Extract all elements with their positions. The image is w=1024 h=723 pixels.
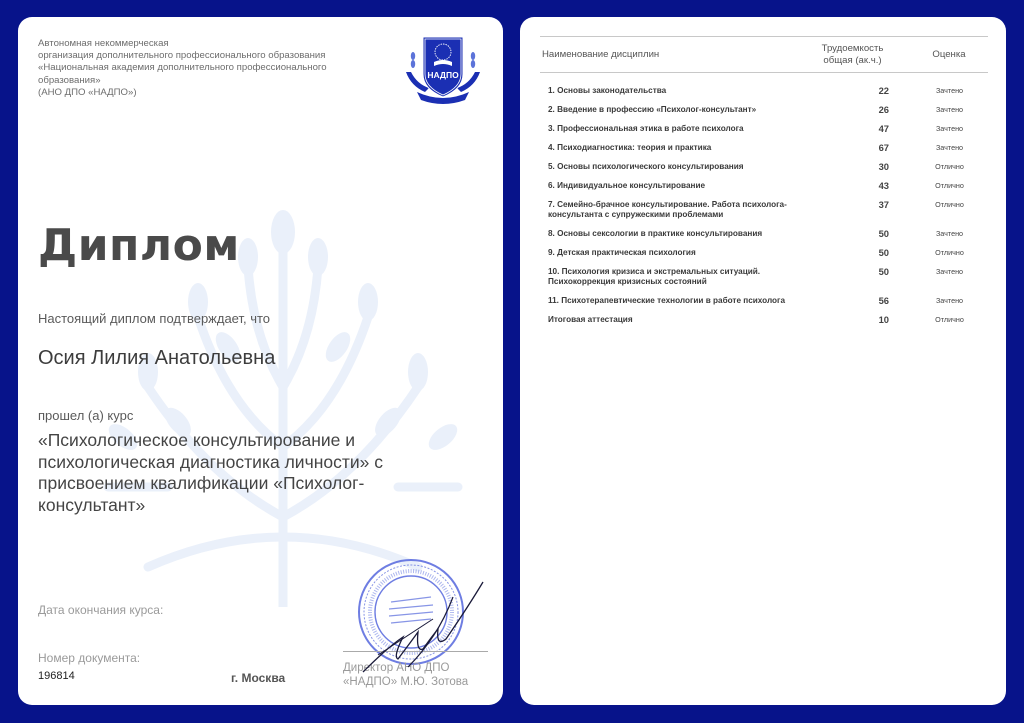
discipline-name: 8. Основы сексологии в практике консультирования	[548, 229, 763, 238]
table-row	[540, 162, 988, 172]
header-discipline: Наименование дисциплин	[542, 49, 660, 60]
discipline-name: 10. Психология кризиса и экстремальных ситуаций. Психокоррекция кризисных состояний	[548, 267, 761, 286]
discipline-grade: Отлично	[935, 181, 964, 190]
course-title: «Психологическое консультирование и психологическая диагностика личности» с присвоением квалификации «Психолог-консультант»	[38, 430, 383, 515]
table-row	[540, 315, 988, 325]
discipline-hours: 10	[878, 314, 889, 325]
completion-date-label: Дата окончания курса:	[38, 603, 164, 617]
table-header	[540, 37, 988, 72]
discipline-hours: 50	[878, 266, 889, 277]
discipline-name: 2. Введение в профессию «Психолог-консультант»	[548, 105, 757, 114]
org-line: образования»	[38, 74, 101, 86]
org-line: Автономная некоммерческая	[38, 38, 169, 49]
diploma-back-page	[520, 17, 1006, 705]
header-hours	[795, 43, 910, 67]
diploma-front-page	[18, 17, 503, 705]
header-hours-line: общая (ак.ч.)	[823, 54, 882, 66]
discipline-grade: Зачтено	[935, 229, 964, 238]
discipline-name: 7. Семейно-брачное консультирование. Работа психолога-консультанта с супружескими проблемами	[548, 200, 787, 219]
discipline-grade: Отлично	[935, 200, 964, 209]
discipline-hours: 22	[878, 85, 889, 96]
discipline-grade: Зачтено	[935, 296, 964, 305]
table-row	[540, 143, 988, 153]
document-number-label: Номер документа:	[38, 651, 141, 665]
signature-icon	[358, 577, 498, 677]
discipline-grade: Зачтено	[935, 105, 964, 114]
discipline-hours: 26	[878, 104, 889, 115]
discipline-grade: Отлично	[935, 162, 964, 171]
passed-course-label: прошел (а) курс	[38, 408, 134, 423]
discipline-hours: 37	[878, 199, 889, 210]
logo-text: НАДПО	[427, 70, 459, 80]
discipline-name: 11. Психотерапевтические технологии в работе психолога	[548, 296, 786, 305]
org-line: организация дополнительного профессионального образования	[38, 50, 326, 62]
discipline-name: Итоговая аттестация	[548, 315, 633, 324]
org-line: «Национальная академия дополнительного профессионального	[38, 62, 327, 74]
document-title: Диплом	[38, 220, 240, 271]
header-grade: Оценка	[932, 49, 966, 60]
header-hours-line: Трудоемкость	[821, 42, 884, 54]
table-row	[540, 200, 988, 220]
discipline-grade: Зачтено	[935, 267, 964, 276]
discipline-grade: Отлично	[935, 248, 964, 257]
discipline-hours: 67	[878, 142, 889, 153]
organization-name	[38, 38, 398, 99]
table-row	[540, 86, 988, 96]
discipline-hours: 43	[878, 180, 889, 191]
city: г. Москва	[231, 671, 286, 685]
nadpo-logo-icon	[403, 34, 483, 104]
signer-line: Директор АНО ДПО	[343, 662, 450, 674]
org-line: (АНО ДПО «НАДПО»)	[38, 86, 137, 98]
discipline-name: 5. Основы психологического консультирования	[548, 162, 744, 171]
recipient-name: Осия Лилия Анатольевна	[38, 347, 276, 369]
table-row	[540, 181, 988, 191]
table-row	[540, 267, 988, 287]
discipline-name: 3. Профессиональная этика в работе психолога	[548, 124, 744, 133]
discipline-hours: 50	[878, 247, 889, 258]
document-number-value: 196814	[38, 670, 75, 682]
discipline-name: 9. Детская практическая психология	[548, 248, 696, 257]
discipline-grade: Зачтено	[935, 86, 964, 95]
discipline-name: 6. Индивидуальное консультирование	[548, 181, 706, 190]
table-row	[540, 124, 988, 134]
table-body	[540, 73, 988, 325]
discipline-grade: Зачтено	[935, 143, 964, 152]
disciplines-table	[540, 36, 988, 334]
discipline-hours: 30	[878, 161, 889, 172]
discipline-hours: 56	[878, 295, 889, 306]
discipline-name: 1. Основы законодательства	[548, 86, 667, 95]
table-row	[540, 229, 988, 239]
table-row	[540, 248, 988, 258]
discipline-hours: 47	[878, 123, 889, 134]
discipline-hours: 50	[878, 228, 889, 239]
discipline-grade: Отлично	[935, 315, 964, 324]
discipline-grade: Зачтено	[935, 124, 964, 133]
table-row	[540, 296, 988, 306]
signer-line: «НАДПО» М.Ю. Зотова	[343, 676, 469, 688]
table-row	[540, 105, 988, 115]
discipline-name: 4. Психодиагностика: теория и практика	[548, 143, 712, 152]
confirm-text: Настоящий диплом подтверждает, что	[38, 311, 271, 326]
